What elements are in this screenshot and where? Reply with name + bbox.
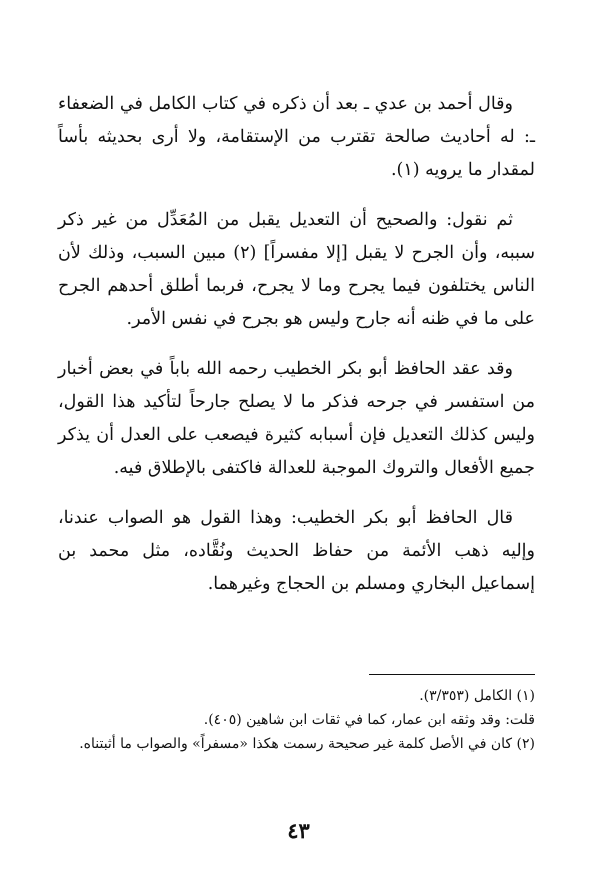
paragraph-3: وقد عقد الحافظ أبو بكر الخطيب رحمه الله باباً في بعض أخبار من استفسر في جرحه فذكر ما لا يصلح جارحاً لتأكيد هذا القول، وليس كذلك التعديل فإن أسبابه كثيرة فيصعب على العدل أن يذكر جميع الأفعال والتروك الموجبة للعدالة فاكتفى بالإطلاق فيه. bbox=[58, 359, 535, 478]
main-text bbox=[58, 88, 535, 618]
footnote-separator bbox=[369, 674, 535, 675]
footnote-2: (٢) كان في الأصل كلمة غير صحيحة رسمت هكذا «مسفراً» والصواب ما أثبتناه. bbox=[79, 736, 535, 752]
paragraph-4: قال الحافظ أبو بكر الخطيب: وهذا القول هو الصواب عندنا، وإليه ذهب الأئمة من حفاظ الحديث ونُقَّاده، مثل محمد بن إسماعيل البخاري ومسلم بن الحجاج وغيرهما. bbox=[58, 508, 535, 594]
paragraph-2: ثم نقول: والصحيح أن التعديل يقبل من المُعَدِّل من غير ذكر سببه، وأن الجرح لا يقبل [إلا مفسراً] (٢) مبين السبب، وذلك لأن الناس يختلفون فيما يجرح وما لا يجرح، فربما أطلق أحدهم الجرح على ما في ظنه أنه جارح وليس هو بجرح في نفس الأمر. bbox=[58, 210, 535, 329]
page-number: ٤٣ bbox=[287, 818, 310, 843]
footnote-1: (١) الكامل (٣/٣٥٣). bbox=[419, 688, 535, 704]
paragraph-1: وقال أحمد بن عدي ـ بعد أن ذكره في كتاب الكامل في الضعفاء ـ: له أحاديث صالحة تقترب من الإستقامة، ولا أرى بحديثه بأساً لمقدار ما يرويه (١). bbox=[58, 94, 535, 180]
footnote-1-note: قلت: وقد وثقه ابن عمار، كما في ثقات ابن شاهين (٤٠٥). bbox=[203, 712, 535, 728]
footnotes bbox=[58, 684, 535, 756]
